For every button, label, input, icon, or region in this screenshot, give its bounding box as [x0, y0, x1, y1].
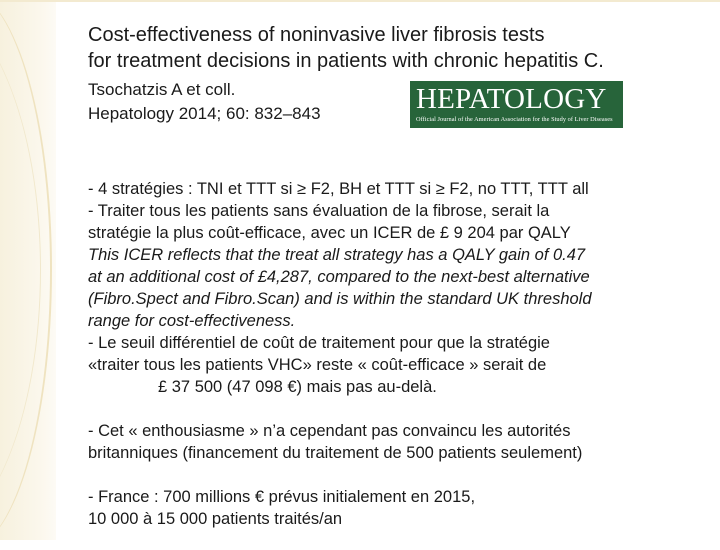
reference-block	[88, 78, 321, 126]
body-line: - France : 700 millions € prévus initialement en 2015,	[88, 488, 476, 506]
body-line: £ 37 500 (47 098 €) mais pas au-delà.	[158, 378, 437, 396]
body-line-italic: at an additional cost of £4,287, compared to the next-best alternative	[88, 268, 590, 286]
body-line: - 4 stratégies : TNI et TTT si ≥ F2, BH et TTT si ≥ F2, no TTT, TTT all	[88, 180, 589, 198]
reference-citation: Hepatology 2014; 60: 832–843	[88, 104, 321, 123]
logo-subtitle: Official Journal of the American Association for the Study of Liver Diseases	[416, 116, 613, 123]
decorative-curve	[0, 0, 41, 540]
paragraph-spacer	[88, 464, 713, 486]
decorative-top-line	[0, 0, 720, 2]
body-line: britanniques (financement du traitement de 500 patients seulement)	[88, 444, 583, 462]
slide-title	[88, 22, 713, 74]
body-line-italic: (Fibro.Spect and Fibro.Scan) and is within the standard UK threshold	[88, 290, 592, 308]
decorative-curve	[0, 0, 52, 550]
body-line-italic: range for cost-effectiveness.	[88, 312, 296, 330]
body-line: - Cet « enthousiasme » n’a cependant pas convaincu les autorités	[88, 422, 571, 440]
body-line-italic: This ICER reflects that the treat all strategy has a QALY gain of 0.47	[88, 246, 586, 264]
body-line: - Le seuil différentiel de coût de traitement pour que la stratégie	[88, 334, 550, 352]
title-line: for treatment decisions in patients with chronic hepatitis C.	[88, 50, 604, 72]
decorative-side-panel	[0, 0, 56, 540]
logo-name: HEPATOLOGY	[416, 83, 607, 115]
paragraph-spacer	[88, 398, 713, 420]
slide-body	[88, 178, 713, 530]
hepatology-journal-logo	[410, 81, 623, 128]
reference-authors: Tsochatzis A et coll.	[88, 80, 236, 99]
body-line: «traiter tous les patients VHC» reste « coût-efficace » serait de	[88, 356, 547, 374]
body-line: 10 000 à 15 000 patients traités/an	[88, 510, 343, 528]
title-line: Cost-effectiveness of noninvasive liver fibrosis tests	[88, 24, 545, 46]
body-line: stratégie la plus coût-efficace, avec un ICER de £ 9 204 par QALY	[88, 224, 571, 242]
body-line: - Traiter tous les patients sans évaluation de la fibrose, serait la	[88, 202, 550, 220]
